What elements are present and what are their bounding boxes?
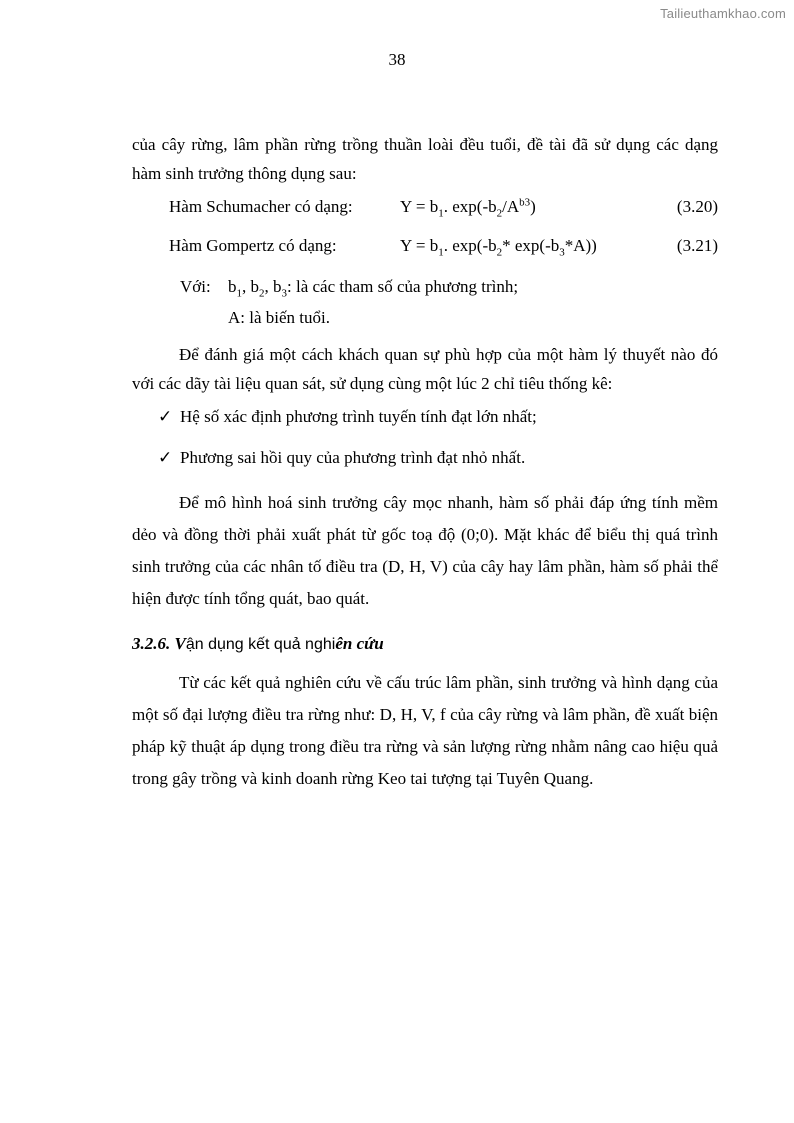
criterion-text: Hệ số xác định phương trình tuyến tính đạt lớn nhất; <box>180 407 537 426</box>
page-number: 38 <box>388 50 406 69</box>
equation-formula: $Y = b_1$. $\exp(-b_2/A^{b3})$ <box>400 196 536 220</box>
page-body <box>132 130 718 795</box>
checkmark-icon: ✓ <box>158 407 173 426</box>
criteria-paragraph: Để đánh giá một cách khách quan sự phù hợp của một hàm lý thuyết nào đó với các dãy tài liệu quan sát, sử dụng cùng một lúc 2 chỉ tiêu thống kê: <box>132 345 718 393</box>
criterion-text: Phương sai hồi quy của phương trình đạt nhỏ nhất. <box>180 448 526 467</box>
watermark-text: Tailieuthamkhao.com <box>660 6 786 21</box>
criterion-item <box>132 402 718 443</box>
checkmark-icon: ✓ <box>158 448 173 467</box>
equation-gompertz <box>132 231 718 270</box>
equation-name: Hàm Gompertz có dạng: <box>169 236 337 255</box>
equation-number: (3.20) <box>676 197 718 216</box>
equation-number: (3.21) <box>676 236 718 255</box>
parameter-text: $b_1$, $b_2$, $b_3$: là các tham số của phương trình; <box>228 277 519 300</box>
model-paragraph: Để mô hình hoá sinh trưởng cây mọc nhanh, hàm số phải đáp ứng tính mềm dẻo và đồng thời phải xuất phát từ gốc toạ độ (0;0). Mặt khác để biểu thị quá trình sinh trưởng của các nhân tố điều tra (D, H, V) của cây hay lâm phần, hàm số phải thể hiện được tính tổng quát, bao quát. <box>132 493 718 608</box>
age-variable-row: A: là biến tuổi. <box>228 308 330 327</box>
equation-schumacher <box>132 192 718 231</box>
criterion-item <box>132 443 718 484</box>
equation-name: Hàm Schumacher có dạng: <box>169 197 353 216</box>
intro-paragraph: của cây rừng, lâm phần rừng trồng thuần loài đều tuổi, đề tài đã sử dụng các dạng hàm sinh trưởng thông dụng sau: <box>132 135 718 183</box>
with-label: Với: <box>180 277 211 296</box>
parameter-definitions <box>132 272 718 334</box>
section-heading: 3.2.6. Vận dụng kết quả nghiên cứu <box>132 634 384 653</box>
equation-formula: $Y = b_1$. $\exp(-b_2*$ $\exp(-b_3*A)$) <box>400 236 597 259</box>
parameter-row <box>180 272 718 303</box>
final-paragraph: Từ các kết quả nghiên cứu về cấu trúc lâm phần, sinh trưởng và hình dạng của một số đại lượng điều tra rừng như: D, H, V, f của cây rừng và lâm phần, đề xuất biện pháp kỹ thuật áp dụng trong điều tra rừng và sản lượng rừng nhằm nâng cao hiệu quả trong gây trồng và kinh doanh rừng Keo tai tượng tại Tuyên Quang. <box>132 673 718 788</box>
